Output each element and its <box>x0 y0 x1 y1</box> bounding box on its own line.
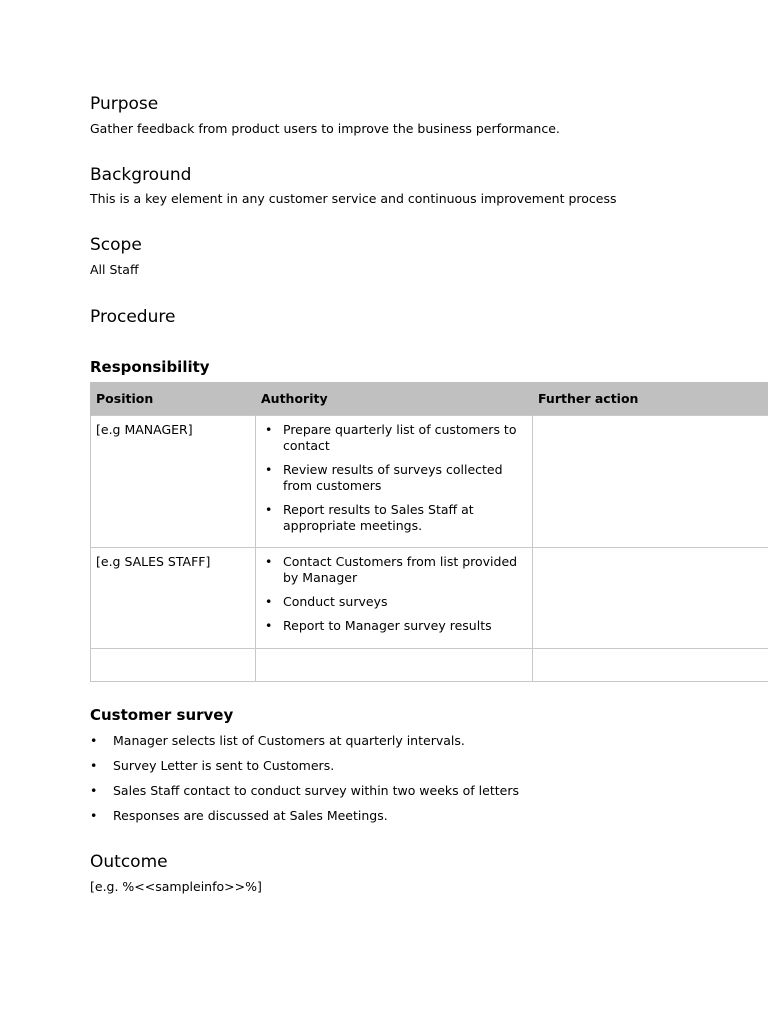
bullet-icon: • <box>265 618 273 633</box>
list-item: • Contact Customers from list provided by Manager <box>265 554 518 585</box>
bullet-icon: • <box>90 808 98 823</box>
further-action-cell <box>533 548 768 649</box>
bullet-icon: • <box>90 783 98 798</box>
column-header-position: Position <box>91 382 256 416</box>
list-item: • Manager selects list of Customers at quarterly intervals. <box>90 733 465 748</box>
authority-list <box>261 422 527 534</box>
list-item: • Report to Manager survey results <box>265 618 492 633</box>
list-item: • Conduct surveys <box>265 594 388 609</box>
bullet-icon: • <box>265 422 273 437</box>
position-cell: [e.g MANAGER] <box>91 416 256 548</box>
purpose-text: Gather feedback from product users to improve the business performance. <box>90 121 560 136</box>
document-page <box>90 0 768 1024</box>
bullet-icon: • <box>265 502 273 517</box>
authority-list <box>261 554 527 634</box>
bullet-icon: • <box>265 594 273 609</box>
list-item: • Review results of surveys collected from customers <box>265 462 503 493</box>
bullet-icon: • <box>265 462 273 477</box>
responsibility-table <box>90 382 768 682</box>
table-row <box>91 548 768 649</box>
purpose-heading: Purpose <box>90 94 159 114</box>
customer-survey-heading: Customer survey <box>90 706 234 724</box>
list-item: • Report results to Sales Staff at appropriate meetings. <box>265 502 474 533</box>
empty-cell <box>256 649 533 682</box>
outcome-heading: Outcome <box>90 852 168 872</box>
authority-cell <box>256 548 533 649</box>
empty-cell <box>91 649 256 682</box>
column-header-authority: Authority <box>256 382 533 416</box>
customer-survey-list <box>90 733 519 833</box>
position-cell: [e.g SALES STAFF] <box>91 548 256 649</box>
table-row <box>91 416 768 548</box>
authority-cell <box>256 416 533 548</box>
further-action-cell <box>533 416 768 548</box>
bullet-icon: • <box>90 733 98 748</box>
responsibility-heading: Responsibility <box>90 358 210 376</box>
list-item: • Responses are discussed at Sales Meetings. <box>90 808 388 823</box>
background-text: This is a key element in any customer service and continuous improvement process <box>90 191 617 206</box>
list-item: • Sales Staff contact to conduct survey within two weeks of letters <box>90 783 519 798</box>
table-header-row <box>91 382 768 416</box>
bullet-icon: • <box>90 758 98 773</box>
scope-heading: Scope <box>90 235 142 255</box>
list-item: • Survey Letter is sent to Customers. <box>90 758 335 773</box>
table-row-empty <box>91 649 768 682</box>
column-header-further-action: Further action <box>533 382 768 416</box>
empty-cell <box>533 649 768 682</box>
background-heading: Background <box>90 165 192 185</box>
scope-text: All Staff <box>90 262 139 277</box>
outcome-text: [e.g. %<<sampleinfo>>%] <box>90 879 262 894</box>
list-item: • Prepare quarterly list of customers to contact <box>265 422 517 453</box>
procedure-heading: Procedure <box>90 307 176 327</box>
bullet-icon: • <box>265 554 273 569</box>
